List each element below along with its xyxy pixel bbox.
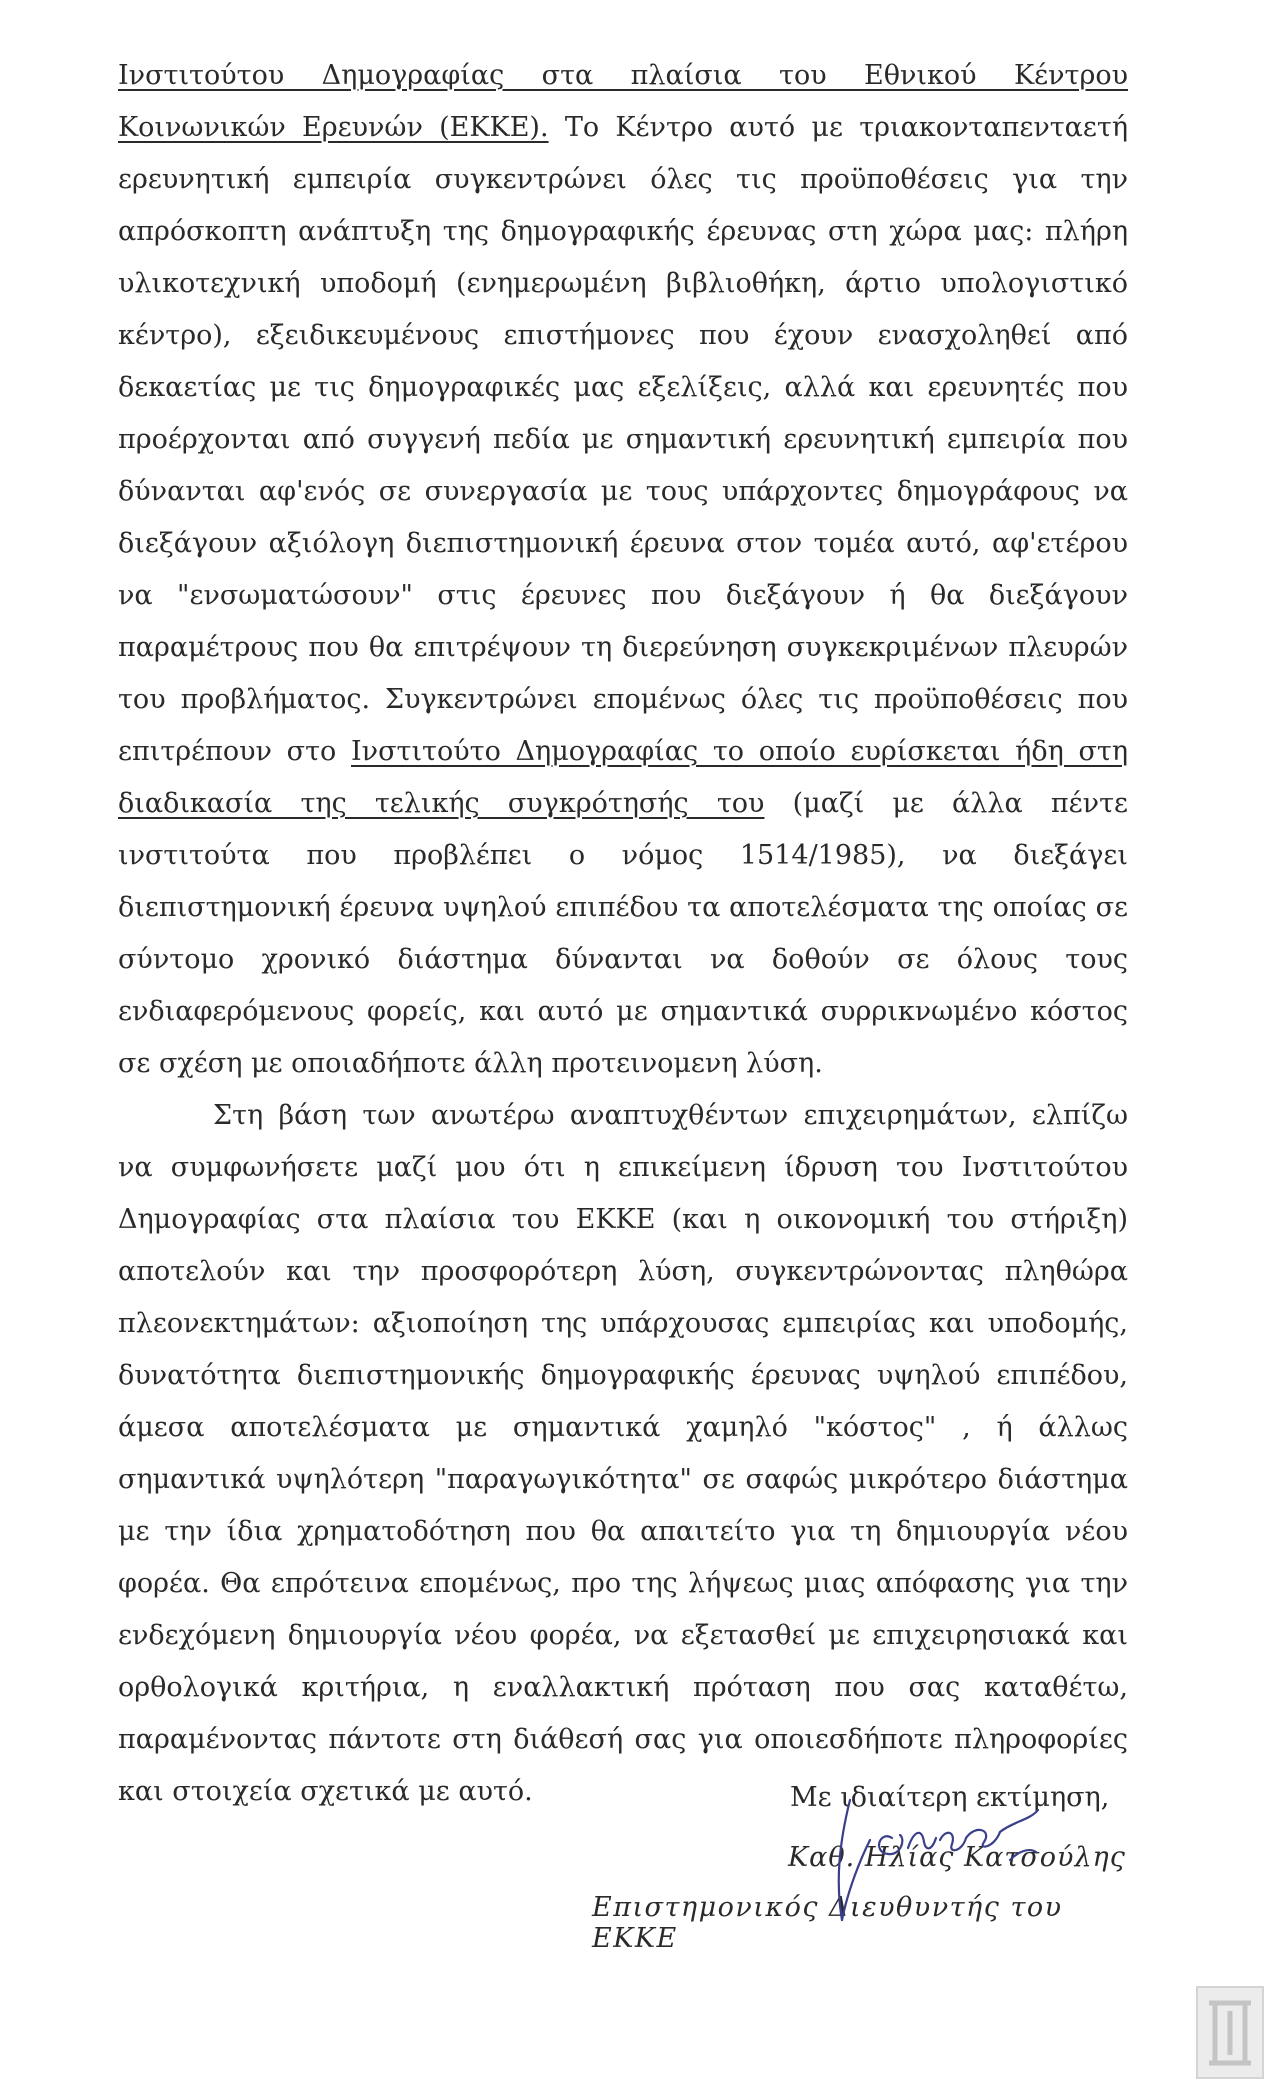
paragraph-1: [118, 50, 1128, 1090]
archive-watermark-logo: [1195, 1985, 1265, 2080]
underlined-institute-status: Ινστιτούτο Δημογραφίας το οποίο ευρίσκεται ήδη στη διαδικασία της τελικής συγκρότησής του: [118, 736, 1129, 819]
letter-body: [118, 50, 1128, 1818]
closing-salutation: Με ιδιαίτερη εκτίμηση,: [790, 1782, 1110, 1813]
signatory-title: Επιστημονικός Διευθυντής του ΕΚΚΕ: [592, 1892, 1063, 1954]
signatory-name: Καθ. Ηλίας Κατσούλης: [788, 1842, 1126, 1873]
underlined-institute-phrase: Ινστιτούτου Δημογραφίας στα πλαίσια του Εθνικού Κέντρου Κοινωνικών Ερευνών (ΕΚΚΕ).: [118, 60, 1128, 143]
handwritten-signature: [780, 1780, 1080, 1930]
paragraph-2: Στη βάση των ανωτέρω αναπτυχθέντων επιχειρημάτων, ελπίζω να συμφωνήσετε μαζί μου ότι η επικείμενη ίδρυση του Ινστιτούτου Δημογραφίας στα πλαίσια του ΕΚΚΕ (και η οικονομική του στήριξη) αποτελούν και την προσφορότερη λύση, συγκεντρώνοντας πληθώρα πλεονεκτημάτων: αξιοποίηση της υπάρχουσας εμπειρίας και υποδομής, δυνατότητα διεπιστημονικής δημογραφικής έρευνας υψηλού επιπέδου, άμεσα αποτελέσματα με σημαντικά χαμηλό "κόστος" , ή άλλως σημαντικά υψηλότερη "παραγωγικότητα" σε σαφώς μικρότερο διάστημα με την ίδια χρηματοδότηση που θα απαιτείτο για τη δημιουργία νέου φορέα. Θα επρότεινα επομένως, προ της λήψεως μιας απόφασης για την ενδεχόμενη δημιουργία νέου φορέα, να εξετασθεί με επιχειρησιακά και ορθολογικά κριτήρια, η εναλλακτική πρόταση που σας καταθέτω, παραμένοντας πάντοτε στη διάθεσή σας για οποιεσδήποτε πληροφορίες και στοιχεία σχετικά με αυτό.: [118, 1100, 1128, 1807]
paragraph-1-text: Το Κέντρο αυτό με τριακονταπενταετή ερευνητική εμπειρία συγκεντρώνει όλες τις προϋποθέσεις για την απρόσκοπτη ανάπτυξη της δημογραφικής έρευνας στη χώρα μας: πλήρη υλικοτεχνική υποδομή (ενημερωμένη βιβλιοθήκη, άρτιο υπολογιστικό κέντρο), εξειδικευμένους επιστήμονες που έχουν ενασχοληθεί από δεκαετίας με τις δημογραφικές μας εξελίξεις, αλλά και ερευνητές που προέρχονται από συγγενή πεδία με σημαντική ερευνητική εμπειρία που δύνανται αφ'ενός σε συνεργασία με τους υπάρχοντες δημογράφους να διεξάγουν αξιόλογη διεπιστημονική έρευνα στον τομέα αυτό, αφ'ετέρου να "ενσωματώσουν" στις έρευνες που διεξάγουν ή θα διεξάγουν παραμέτρους που θα επιτρέψουν τη διερεύνηση συγκεκριμένων πλευρών του προβλήματος. Συγκεντρώνει επομένως όλες τις προϋποθέσεις που επιτρέπουν στο: [118, 112, 1129, 767]
paragraph-1-text-end: (μαζί με άλλα πέντε ινστιτούτα που προβλέπει ο νόμος 1514/1985), να διεξάγει διεπιστημονική έρευνα υψηλού επιπέδου τα αποτελέσματα της οποίας σε σύντομο χρονικό διάστημα δύνανται να δοθούν σε όλους τους ενδιαφερόμενους φορείς, και αυτό με σημαντικά συρρικνωμένο κόστος σε σχέση με οποιαδήποτε άλλη προτεινομενη λύση.: [118, 788, 1128, 1079]
